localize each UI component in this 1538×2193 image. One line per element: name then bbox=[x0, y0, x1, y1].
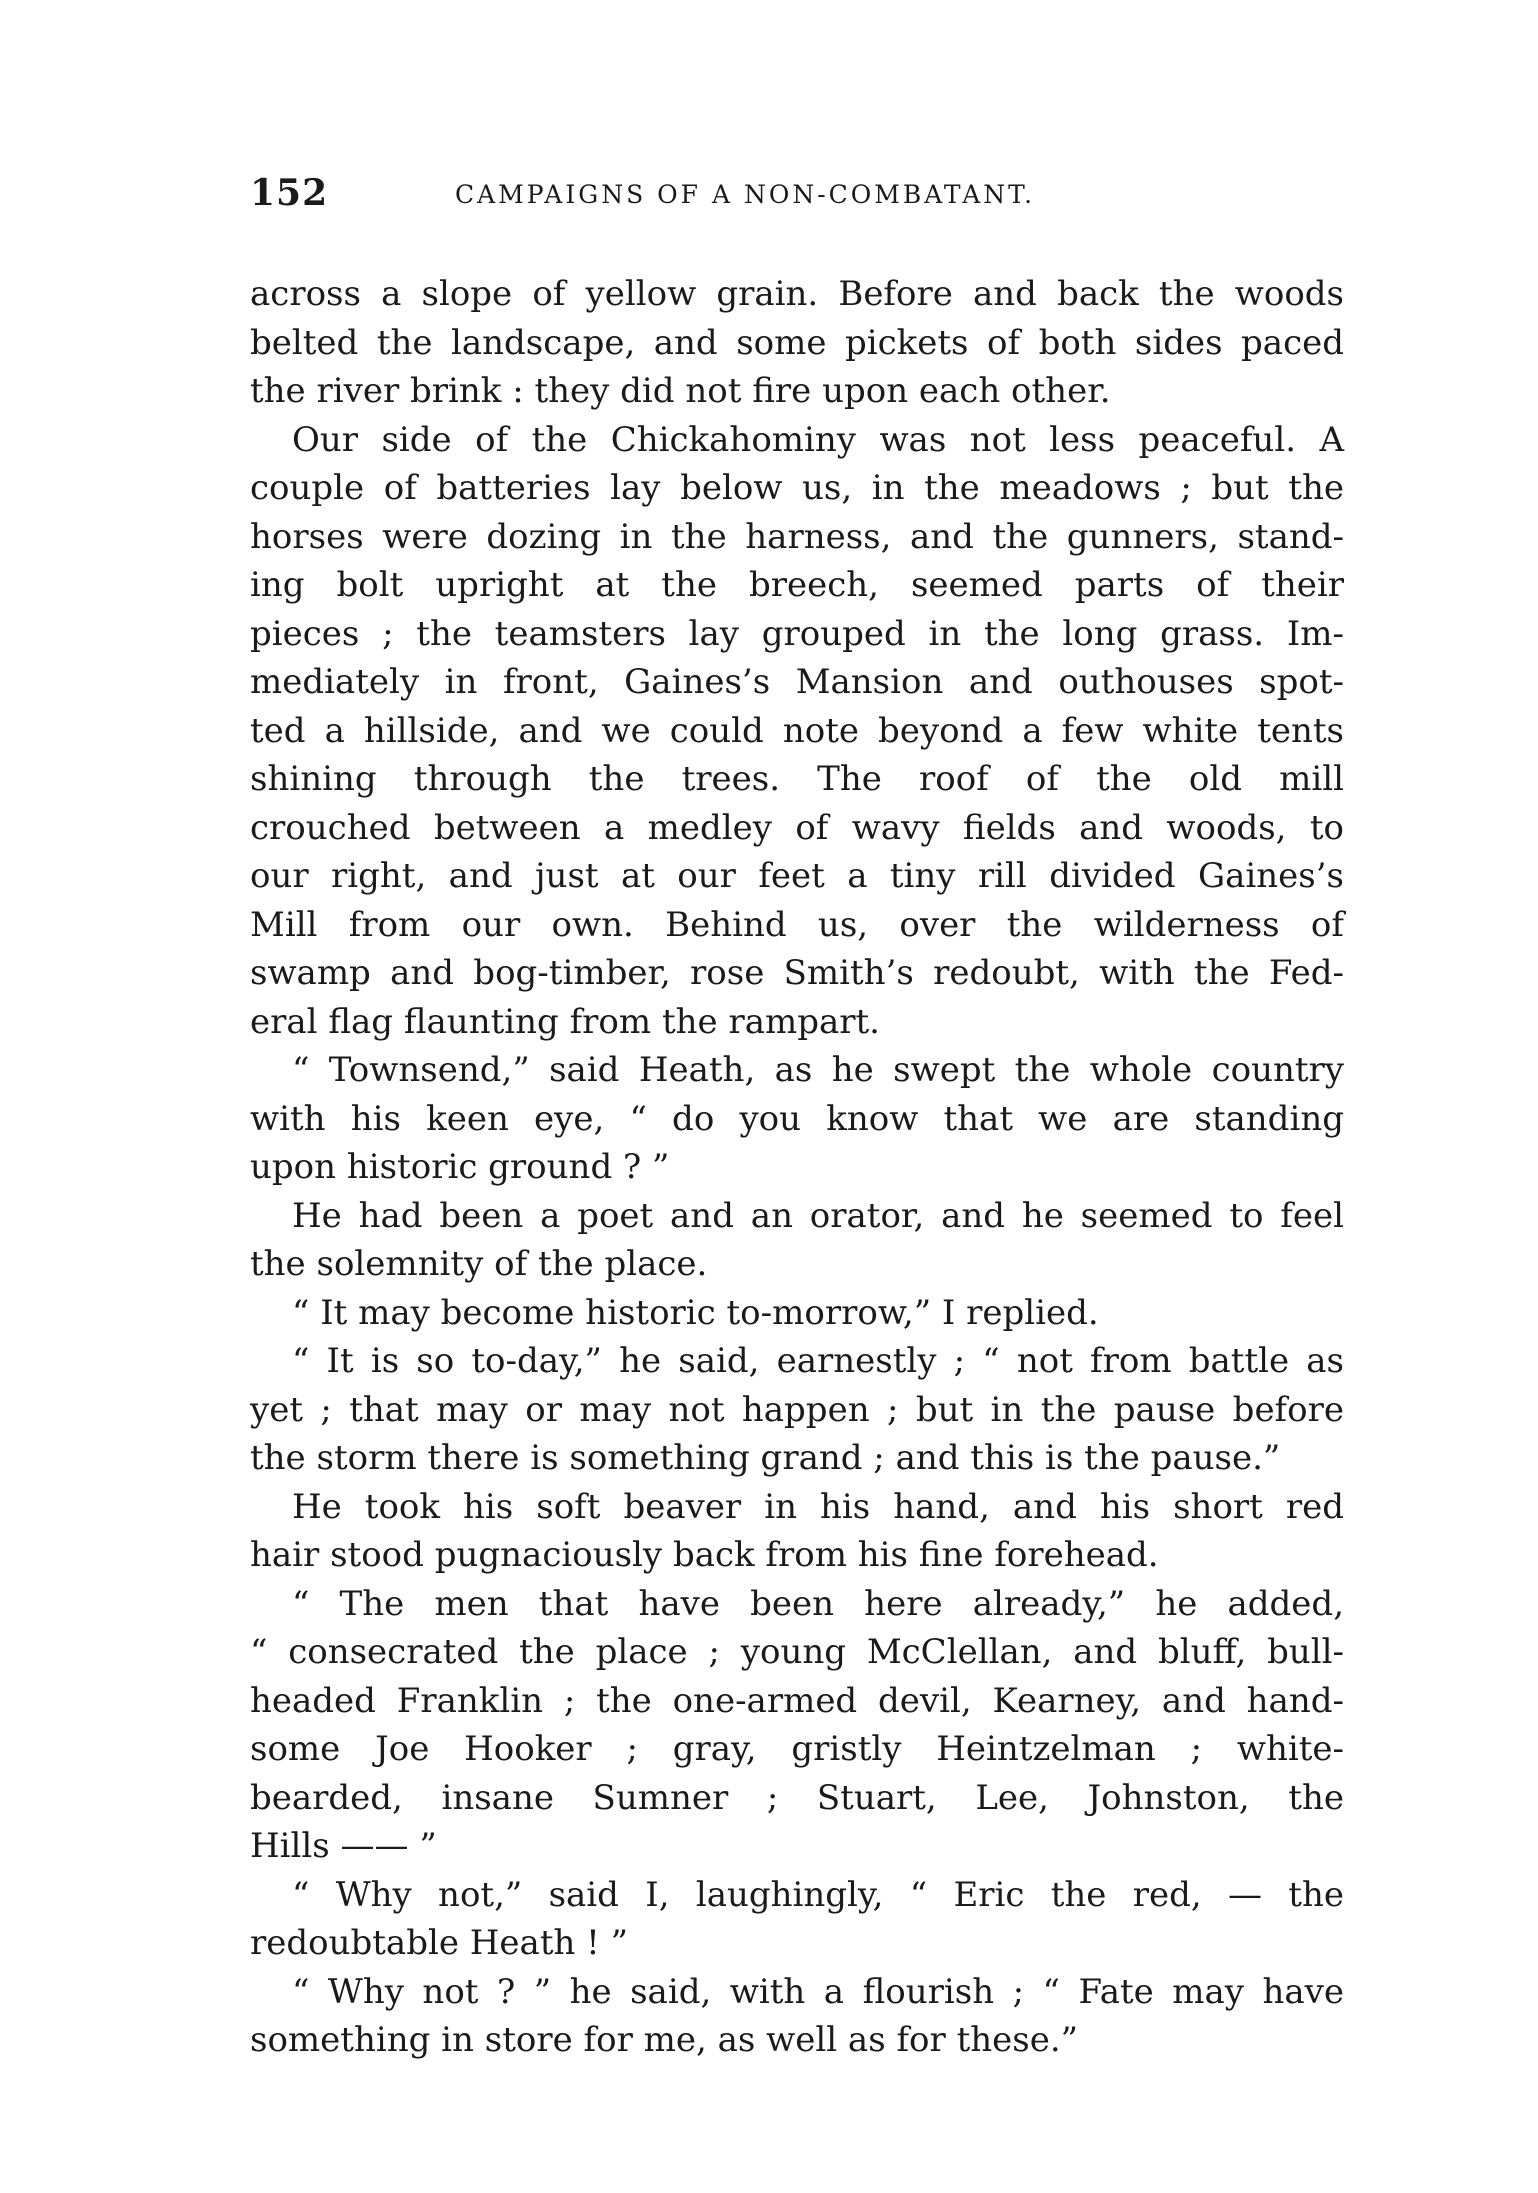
text-line: our right, and just at our feet a tiny rill divided Gaines’s bbox=[250, 856, 1344, 896]
text-line: Hills —— ” bbox=[250, 1826, 437, 1866]
book-title: CAMPAIGNS OF A NON-COMBATANT. bbox=[455, 180, 1036, 209]
text-line: the storm there is something grand ; and this is the pause.” bbox=[250, 1438, 1281, 1478]
text-line: eral flag flaunting from the rampart. bbox=[250, 1001, 880, 1042]
text-line: pieces ; the teamsters lay grouped in the long grass. Im- bbox=[250, 613, 1344, 654]
text-line: “ It is so to-day,” he said, earnestly ; “ not from battle as bbox=[292, 1341, 1344, 1381]
text-line: “ consecrated the place ; young McClellan, and bluff, bull- bbox=[250, 1632, 1344, 1672]
text-line: He had been a poet and an orator, and he seemed to feel bbox=[292, 1195, 1344, 1236]
text-line: headed Franklin ; the one-armed devil, Kearney, and hand- bbox=[250, 1680, 1344, 1721]
text-line: with his keen eye, “ do you know that we are standing bbox=[250, 1098, 1344, 1139]
text-line: across a slope of yellow grain. Before and back the woods bbox=[250, 274, 1344, 314]
text-line: redoubtable Heath ! ” bbox=[250, 1923, 629, 1963]
text-line: He took his soft beaver in his hand, and his short red bbox=[292, 1486, 1344, 1527]
paragraph bbox=[250, 1289, 1344, 1338]
text-line: hair stood pugnaciously back from his fine forehead. bbox=[250, 1535, 1159, 1575]
paragraph bbox=[250, 1337, 1344, 1483]
text-line: some Joe Hooker ; gray, gristly Heintzelman ; white- bbox=[250, 1729, 1344, 1769]
text-line: ted a hillside, and we could note beyond a few white tents bbox=[250, 710, 1344, 751]
text-line: belted the landscape, and some pickets of both sides paced bbox=[250, 322, 1344, 363]
paragraph bbox=[250, 1580, 1344, 1871]
text-line: bearded, insane Sumner ; Stuart, Lee, Johnston, the bbox=[250, 1777, 1344, 1818]
text-line: Our side of the Chickahominy was not less peaceful. A bbox=[292, 419, 1344, 460]
text-line: yet ; that may or may not happen ; but in the pause before bbox=[250, 1389, 1344, 1430]
paragraph bbox=[250, 270, 1344, 416]
text-line: “ Why not,” said I, laughingly, “ Eric the red, — the bbox=[292, 1874, 1344, 1915]
page-number: 152 bbox=[250, 172, 329, 214]
text-line: ing bolt upright at the breech, seemed parts of their bbox=[250, 565, 1344, 605]
paragraph bbox=[250, 416, 1344, 1047]
paragraph bbox=[250, 1483, 1344, 1580]
text-line: shining through the trees. The roof of the old mill bbox=[250, 759, 1344, 799]
paragraph bbox=[250, 1871, 1344, 1968]
text-line: “ The men that have been here already,” he added, bbox=[292, 1583, 1344, 1624]
text-line: horses were dozing in the harness, and the gunners, stand- bbox=[250, 516, 1344, 557]
text-line: crouched between a medley of wavy fields and woods, to bbox=[250, 807, 1344, 848]
text-line: “ Why not ? ” he said, with a flourish ; “ Fate may have bbox=[292, 1971, 1344, 2012]
text-line: Mill from our own. Behind us, over the wilderness of bbox=[250, 904, 1344, 945]
paragraph bbox=[250, 1046, 1344, 1192]
text-line: the solemnity of the place. bbox=[250, 1244, 708, 1284]
paragraph bbox=[250, 1968, 1344, 2065]
paragraph bbox=[250, 1192, 1344, 1289]
text-line: the river brink : they did not fire upon each other. bbox=[250, 371, 1111, 411]
text-line: “ It may become historic to-morrow,” I replied. bbox=[292, 1292, 1099, 1333]
text-line: swamp and bog-timber, rose Smith’s redoubt, with the Fed- bbox=[250, 953, 1344, 993]
body-text bbox=[250, 270, 1344, 2065]
text-line: couple of batteries lay below us, in the meadows ; but the bbox=[250, 468, 1344, 508]
text-line: something in store for me, as well as for these.” bbox=[250, 2020, 1079, 2060]
text-line: “ Townsend,” said Heath, as he swept the whole country bbox=[292, 1050, 1344, 1090]
running-head bbox=[250, 172, 1340, 232]
text-line: mediately in front, Gaines’s Mansion and outhouses spot- bbox=[250, 662, 1344, 702]
text-line: upon historic ground ? ” bbox=[250, 1147, 670, 1187]
